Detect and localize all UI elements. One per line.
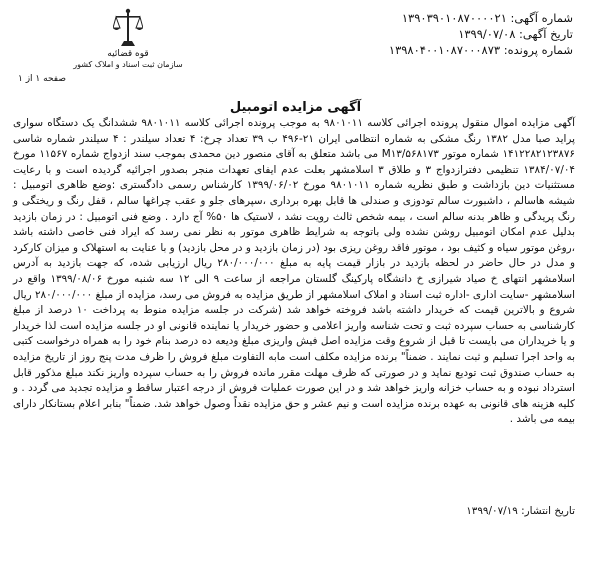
closing	[13, 504, 575, 520]
notice-body	[13, 116, 575, 428]
scales-of-justice-icon	[113, 8, 143, 48]
file-number: شماره پرونده: ۱۳۹۸۰۴۰۰۱۰۸۷۰۰۰۸۷۳	[388, 43, 573, 57]
publish-date: تاریخ انتشار: ۱۳۹۹/۰۷/۱۹	[466, 505, 575, 517]
ad-meta	[333, 10, 573, 58]
org-subname: سازمان ثبت اسناد و املاک کشور	[73, 60, 183, 69]
org-name: قوه قضائیه	[107, 49, 149, 59]
ad-date: تاریخ آگهی: ۱۳۹۹/۰۷/۰۸	[458, 27, 573, 41]
judiciary-emblem	[68, 8, 188, 69]
ad-number: شماره آگهی: ۱۳۹۰۳۹۰۱۰۸۷۰۰۰۰۲۱	[401, 11, 573, 25]
page-number: صفحه ۱ از ۱	[18, 74, 66, 84]
body-text: آگهی مزایده اموال منقول پرونده اجرائی کلاسه ۹۸۰۱۰۱۱ به موجب پرونده اجرائی کلاسه ۹۸۰۱۰۱۱ ششدانگ یک دستگاه سواری پراید صبا مدل ۱۳۸۲ رنگ مشکی به شماره انتظامی ایران ۲۱-۴۹۶ ب ۳۹ تعداد چرخ: ۴ تعداد سیلندر : ۴ سیلندر شماره شاسی ۱۴۱۲۲۸۲۱۲۳۸۷۶ شماره موتور M۱۳/۵۶۸۱۷۳ می باشد متعلق به آقای منصور دین محمدی بموجب سند ازدواج شماره ۱۱۵۶۷ مورخ ۱۳۸۴/۰۷/۰۴ تنظیمی دفترازدواج ۳ و طلاق ۳ اسلامشهر بعلت عدم ایفای تعهدات منجر بصدور اجرائیه گردیده است و با رعایت مستثنیات دین بازداشت و طبق نظریه شماره ۹۸۰۱۰۱۱ مورخ ۱۳۹۹/۰۶/۰۲ کارشناس رسمی دادگستری :وضع ظاهری اتومبیل : شیشه هاسالم ، داشبورت سالم تودوزی و صندلی ها قابل بهره برداری ،سپرهای جلو و عقب چراغها سالم ، قفل رنگ و ریختگی و رنگ پریدگی و ظاهر بدنه سالم است ، بیمه شخص ثالث رویت نشد ، لاستیک ها ۵۰% آج دارد . وضع فنی اتومبیل : در زمان بازدید بدلیل عدم امکان اتومبیل روشن نشده ولی باتوجه به شرایط ظاهری موتور به نظر نمی رسد که ایراد فنی خاصی داشته باشد ،روغن موتور سیاه و کثیف بود ، موتور فاقد روغن ریزی بود (در زمان بازدید و در محل بازدید) و با عنایت به استهلاک و میزان کارکرد و مدل در حال حاضر در لحظه بازدید در بازار قیمت پایه به مبلغ ۲۸۰/۰۰۰/۰۰۰ ریال ارزیابی شده، که جهت بازدید به آدرس اسلامشهر انتهای خ صیاد شیرازی خ دانشگاه پارکینگ گلستان مراجعه از ساعت ۹ الی ۱۲ سه شنبه مورخ ۱۳۹۹/۰۸/۰۶ واقع در اسلامشهر -سایت اداری -اداره ثبت اسناد و املاک اسلامشهر از طریق مزایده به فروش می رسد، مزایده از مبلغ ۲۸۰/۰۰۰/۰۰۰ ریال شروع و بالاترین قیمت که خریدار داشته باشد فروخته خواهد شد (شرکت در جلسه مزایده منوط به پرداخت ۱۰ درصد از مبلغ کارشناسی به حساب سپرده ثبت و تحت شناسه واریز اعلامی و حضور خریدار یا نماینده قانونی او در جلسه مزایده است لذا خریدار و یا خریداران می بایست تا قبل از شروع وقت مزایده اصل فیش واریزی مبلغ ودیعه ده درصد بنام خود را به همراه درخواست کتبی به واحد اجرا تسلیم و ثبت نمایند . ضمناً" برنده مزایده مکلف است مابه التفاوت مبلغ فروش را ظرف مدت پنج روز از تاریخ مزایده به حساب صندوق ثبت تودیع نماید و در صورتی که ظرف مهلت مقرر مانده فروش را به حساب سپرده واریز نکند مبلغ مذکور قابل استرداد نبوده و به حساب خزانه واریز خواهد شد و در این صورت عملیات فروش از درجه اعتبار ساقط و مزایده تجدید می گردد . و کلیه هزینه های قانونی به عهده برنده مزایده است و نیم عشر و حق مزایده نقداً وصول خواهد شد. ضمناً" بنابر اعلام بستانکار دارای بیمه می باشد .	[13, 117, 575, 426]
notice-title: آگهی مزایده اتومبیل	[229, 100, 362, 115]
